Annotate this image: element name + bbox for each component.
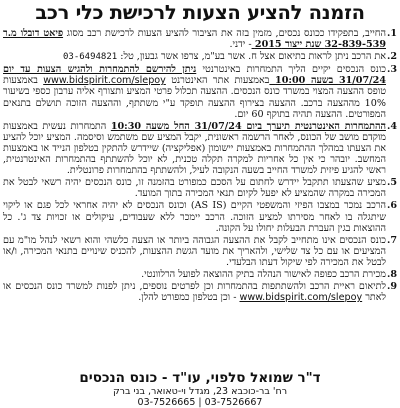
- clause-text-segment: באמצעות אתר האינטרנט: [165, 75, 270, 87]
- clause-text-segment: ניתן להירשם להתמחרות ולהגיש הצעות עד יום 31/07/24 בשעה 10:00: [3, 64, 387, 87]
- clause-text-segment: ההתמחרות האינטרנטית תיערך ביום 31/07/24 החל משעה 10:30: [110, 120, 386, 132]
- website-link[interactable]: www.bidspirit.com/slepoy: [239, 292, 363, 304]
- clause-text: [3, 177, 386, 199]
- clause-6: [3, 200, 397, 233]
- clause-number: 7.: [386, 234, 397, 246]
- clause-9: [3, 281, 397, 303]
- clause-text-segment: 03-6494821: [63, 52, 118, 63]
- clause-text-segment: - ידני.: [229, 39, 252, 51]
- clause-5: [3, 177, 397, 199]
- clause-number: 6.: [386, 200, 397, 212]
- clause-text-segment: באמצעות טופס ההצעה המצוי במשרד כונס הנכסים. ההצעה תכלול פרטי המציע ותצורף אליה ערבון כספי בשיעור 10% מההצעה ברכב. ההצעה בצירוף ההצעה תופקד ע"י משתתף, וההצעה הזוכה תושלם בתנאים המפורטים. ההצעה תהיה בתוקף 60 יום.: [3, 75, 386, 120]
- clause-text-segment: התמחרות נעשית באמצעות מוקדם מושב של הכונס, לאחר הרשמה ראשונית, יקבל המציע שם משתמש וסיסמה. המציע יוכל להציע את הצעתו במהלך ההתמחרות באמצעות יישומון (אפליקציה) שיידרש להתקין בטלפון הנייד או באמצעות המחשב. יובהר כי אין כל אחריות למקרה תקלה טכנית, לא יוכל להשתתף בהתמחרות האינטרנטית, ראשי להגיע פיזית למשרד החייב בשעה הנקובה לעיל, ולהשתתף בהתמחרות פרונטלית.: [3, 120, 386, 177]
- clause-number: 8.: [386, 268, 397, 280]
- clause-number: 3.: [386, 64, 397, 76]
- clause-text: [3, 200, 386, 233]
- clause-number: 9.: [386, 281, 397, 293]
- clause-number: 4.: [386, 120, 397, 132]
- clause-text: [63, 51, 386, 62]
- signature-phone: 03-7526665 | 03-7526667: [137, 397, 263, 408]
- clause-text-segment: מציע שהצעתו תתקבל יידרש לחתום על הסכם כמפורט בהזמנה זו, כונס הנכסים יהיה רשאי לבטל את המכירה במקרה שהמציע לא יפעל לקיום תנאי המכירה בתוך המועד.: [3, 177, 386, 200]
- clause-text-segment: החייב, בתפקידו ככונס נכסים, מזמין בזה את הציבור להציע הצעות לרכישת רכב מסוג: [63, 28, 386, 39]
- clause-text-segment: את הרכב ניתן לראות בתיאום אצל ח. אשר בע"מ, צרפו אשר גבעון, טל:: [117, 51, 386, 63]
- notice-title: הזמנה להציע הצעות לרכישת כלי רכב: [35, 1, 365, 24]
- clause-text-segment: הרכב נמכר במצבו הפיזי והמשפטי הקיים (AS IS) וכונס הנכסים לא יהיה אחראי לכל פגם או ליקוי שיתגלה בו לאחר מסירתו למציע הזוכה. הרכב יימכר ללא שעבודים, עיקולים או זכויות צד ג'. כל ההוצאות בגין העברת הבעלות יחולו על הקונה.: [3, 200, 386, 234]
- clause-number: 1.: [386, 28, 397, 39]
- clause-text-segment: - וכן בטלפון כמפורט להלן.: [138, 292, 240, 304]
- clause-1: [3, 28, 397, 50]
- clause-text-segment: מכירת הרכב כפופה לאישור הנהלה בתיק ההוצאה לפועל הרלוונטי.: [141, 268, 386, 280]
- notice-clauses: [3, 28, 397, 303]
- legal-notice-page: [0, 1, 400, 408]
- clause-8: [3, 269, 397, 280]
- clause-number: 2.: [386, 51, 397, 63]
- clause-number: 5.: [386, 177, 397, 189]
- clause-text-segment: כונס הנכסים אינו מתחייב לקבל את ההצעה הגבוהה ביותר או הצעה כלשהי והוא רשאי לנהל מו"מ עם המציעים או עם כל צד שלישי, ולהאריך את מועד הגשת ההצעות, להכניס שינויים בתנאי המכירה, ו/או לבטל את המכירה לפי שיקול דעתו הבלעדי.: [3, 234, 386, 268]
- clause-7: [3, 235, 397, 268]
- clause-text: [3, 281, 386, 303]
- signature-block: [3, 371, 397, 408]
- clause-3: [3, 64, 397, 119]
- clause-text-segment: פיאט דובלו מ.ר 32-839-539 שנת ייצור 2015: [3, 28, 386, 51]
- clause-text: [3, 235, 386, 268]
- clause-2: [3, 51, 397, 63]
- clause-text-segment: לתיאום ראיית הרכב ולהשתתפות בהתמחרות וכן לפרטים נוספים, ניתן לפנות למשרד כונס הנכסים או לאתר: [3, 281, 386, 304]
- signature-name: ד"ר שמואל סלפוי, עו"ד - כונס הנכסים: [79, 370, 321, 386]
- signature-address: רח' בר-כוכבא 23, מגדל וי-טאואר, בני ברק: [112, 386, 288, 397]
- clause-text: [3, 121, 386, 176]
- clause-text: [3, 28, 386, 50]
- clause-text: [3, 64, 386, 119]
- clause-text: [141, 269, 386, 280]
- clause-text-segment: כונס הנכסים יקיים הליך התמחרות באינטרנטי: [196, 64, 386, 76]
- website-link[interactable]: www.bidspirit.com/slepoy: [43, 75, 166, 87]
- clause-4: [3, 121, 397, 176]
